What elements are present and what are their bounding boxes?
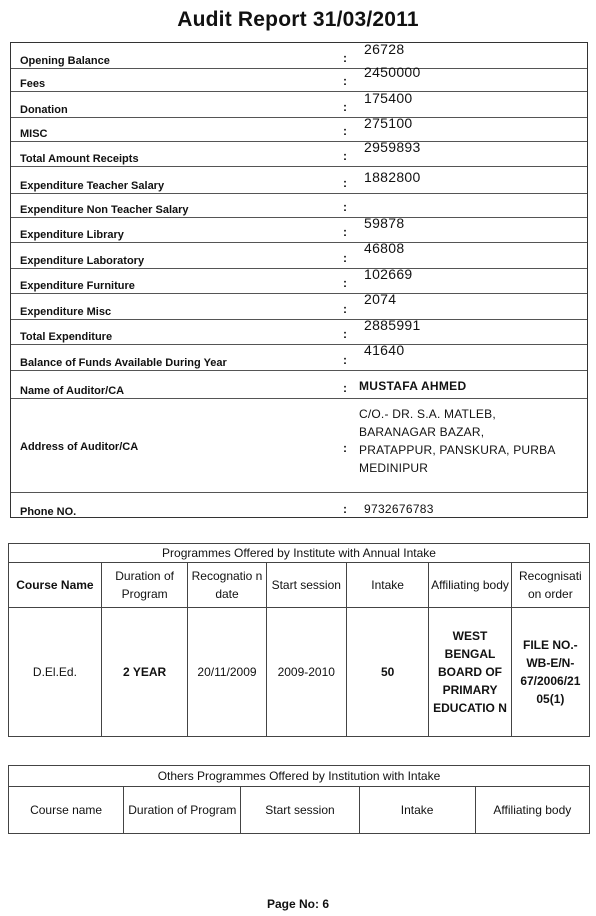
- cell-recognition-order: FILE NO.- WB-E/N- 67/2006/21 05(1): [511, 608, 589, 737]
- audit-row-value: 2450000: [364, 64, 421, 80]
- audit-row: [11, 115, 587, 142]
- audit-row-colon: :: [343, 124, 347, 138]
- header-recognition-order: Recognisati on order: [511, 563, 589, 608]
- report-title: Audit Report 31/03/2011: [177, 8, 419, 31]
- audit-row-label: Balance of Funds Available During Year: [20, 357, 227, 369]
- others-caption: Others Programmes Offered by Institution with Intake: [9, 766, 590, 787]
- audit-row: [11, 317, 587, 345]
- phone-colon: :: [343, 502, 347, 516]
- audit-row-value: MUSTAFA AHMED: [359, 379, 467, 393]
- programmes-table: [8, 543, 590, 737]
- audit-row: [11, 342, 587, 371]
- audit-row-label: Opening Balance: [20, 55, 110, 67]
- audit-row-label: Expenditure Misc: [20, 306, 112, 318]
- audit-row-value: 1882800: [364, 169, 421, 185]
- audit-row: [11, 371, 587, 399]
- address-line: C/O.- DR. S.A. MATLEB,: [359, 407, 496, 421]
- page-number: Page No: 6: [266, 897, 329, 911]
- audit-row-label: Expenditure Teacher Salary: [20, 180, 165, 192]
- audit-row-colon: :: [343, 74, 347, 88]
- audit-row-colon: :: [343, 302, 347, 316]
- audit-row: [11, 266, 587, 294]
- header-start-session: Start session: [266, 563, 346, 608]
- others-header-intake: Intake: [359, 787, 475, 834]
- audit-row: [11, 291, 587, 320]
- address-line: MEDINIPUR: [359, 461, 429, 475]
- audit-row-label: Expenditure Non Teacher Salary: [20, 204, 189, 216]
- programmes-caption: Programmes Offered by Institute with Annual Intake: [9, 544, 590, 563]
- audit-row-colon: :: [343, 327, 347, 341]
- audit-row-colon: :: [343, 200, 347, 214]
- header-duration: Duration of Program: [101, 563, 188, 608]
- header-intake: Intake: [346, 563, 428, 608]
- audit-row-colon: :: [343, 381, 347, 395]
- address-colon: :: [343, 441, 347, 455]
- audit-row-colon: :: [343, 100, 347, 114]
- audit-row-colon: :: [343, 176, 347, 190]
- audit-row-colon: :: [343, 251, 347, 265]
- audit-row-label: Expenditure Library: [20, 229, 124, 241]
- audit-row: [11, 215, 587, 243]
- audit-row: [11, 240, 587, 269]
- others-header-course-name: Course name: [9, 787, 124, 834]
- phone-label: Phone NO.: [20, 506, 77, 518]
- audit-row-value: 2074: [364, 291, 397, 307]
- others-header-start-session: Start session: [241, 787, 359, 834]
- phone-row: [11, 493, 587, 519]
- audit-row: [11, 90, 587, 118]
- audit-row: [11, 43, 587, 69]
- audit-row-value: 46808: [364, 240, 405, 256]
- header-affiliating-body: Affiliating body: [429, 563, 511, 608]
- audit-row-label: Total Amount Receipts: [20, 153, 139, 165]
- address-row: [11, 399, 587, 493]
- audit-row-label: Expenditure Furniture: [20, 280, 135, 292]
- cell-recognition-date: 20/11/2009: [188, 608, 266, 737]
- audit-row: [11, 64, 587, 92]
- cell-duration: 2 YEAR: [101, 608, 188, 737]
- others-header-duration: Duration of Program: [124, 787, 241, 834]
- cell-start-session: 2009-2010: [266, 608, 346, 737]
- audit-row-colon: :: [343, 225, 347, 239]
- audit-row: [11, 167, 587, 194]
- others-header-affiliating-body: Affiliating body: [475, 787, 589, 834]
- audit-row-value: 26728: [364, 41, 405, 57]
- audit-row-colon: :: [343, 149, 347, 163]
- audit-row-value: 2959893: [364, 139, 421, 155]
- address-line: BARANAGAR BAZAR,: [359, 425, 485, 439]
- audit-row-value: 102669: [364, 266, 413, 282]
- audit-row-colon: :: [343, 51, 347, 65]
- phone-value: 9732676783: [364, 502, 434, 516]
- audit-row-label: Fees: [20, 78, 46, 90]
- header-recognition-date: Recognatio n date: [188, 563, 266, 608]
- audit-row-label: Total Expenditure: [20, 331, 113, 343]
- cell-course-name: D.El.Ed.: [9, 608, 102, 737]
- header-course-name: Course Name: [9, 563, 102, 608]
- cell-affiliating-body: WEST BENGAL BOARD OF PRIMARY EDUCATIO N: [429, 608, 511, 737]
- audit-row: [11, 139, 587, 167]
- audit-row-value: 41640: [364, 342, 405, 358]
- audit-row-label: Donation: [20, 104, 68, 116]
- audit-table: [10, 42, 588, 518]
- address-line: PRATAPPUR, PANSKURA, PURBA: [359, 443, 556, 457]
- audit-row-label: Expenditure Laboratory: [20, 255, 145, 267]
- audit-row-value: 2885991: [364, 317, 421, 333]
- cell-intake: 50: [346, 608, 428, 737]
- audit-row-value: 59878: [364, 215, 405, 231]
- audit-row-colon: :: [343, 276, 347, 290]
- audit-row-colon: :: [343, 353, 347, 367]
- audit-row-label: Name of Auditor/CA: [20, 385, 125, 397]
- audit-row: [11, 194, 587, 218]
- audit-row-value: 275100: [364, 115, 413, 131]
- audit-row-label: MISC: [20, 128, 48, 140]
- address-label: Address of Auditor/CA: [20, 441, 139, 453]
- others-programmes-table: [8, 765, 590, 834]
- audit-row-value: 175400: [364, 90, 413, 106]
